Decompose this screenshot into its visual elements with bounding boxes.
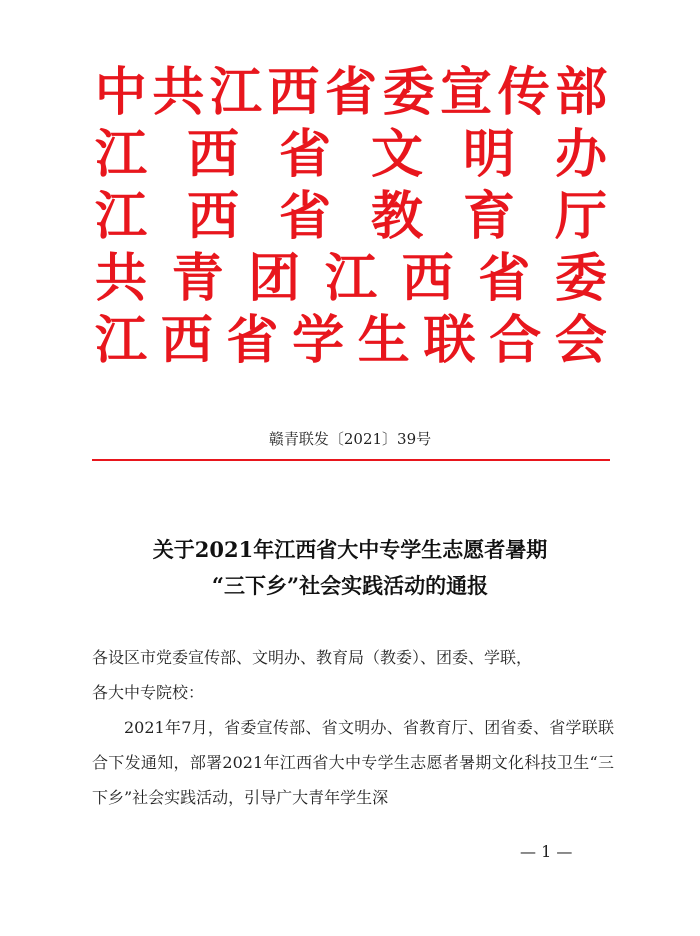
issuing-authorities [92,62,610,372]
title-line-2: “三下乡”社会实践活动的通报 [211,573,489,598]
salutation-line-2: 各大中专院校： [92,683,205,702]
body-paragraph-1: 2021年7月，省委宣传部、省文明办、省教育厅、团省委、省学联联合下发通知，部署2021年江西省大中专学生志愿者暑期文化科技卫生“三下乡”社会实践活动，引导广大青年学生深 [92,718,614,807]
salutation-line-1: 各设区市党委宣传部、文明办、教育局（教委）、团委、学联， [92,648,533,667]
issuer-line: 中 共 江 西 省 委 宣 传 部 [94,63,608,123]
title-line-1: 关于2021年江西省大中专学生志愿者暑期 [152,537,548,562]
document-number: 赣青联发〔2021〕39号 [268,430,432,448]
issuer-line: 江 西 省 教 育 厅 [94,187,607,247]
issuer-line: 共 青 团 江 西 省 委 [94,249,607,309]
issuer-line: 江 西 省 学 生 联 合 会 [94,311,607,371]
issuer-line: 江 西 省 文 明 办 [94,125,607,185]
red-divider-line [92,459,610,461]
page-number: — 1 — [520,842,573,861]
document-body [92,640,614,815]
document-title [0,532,700,604]
